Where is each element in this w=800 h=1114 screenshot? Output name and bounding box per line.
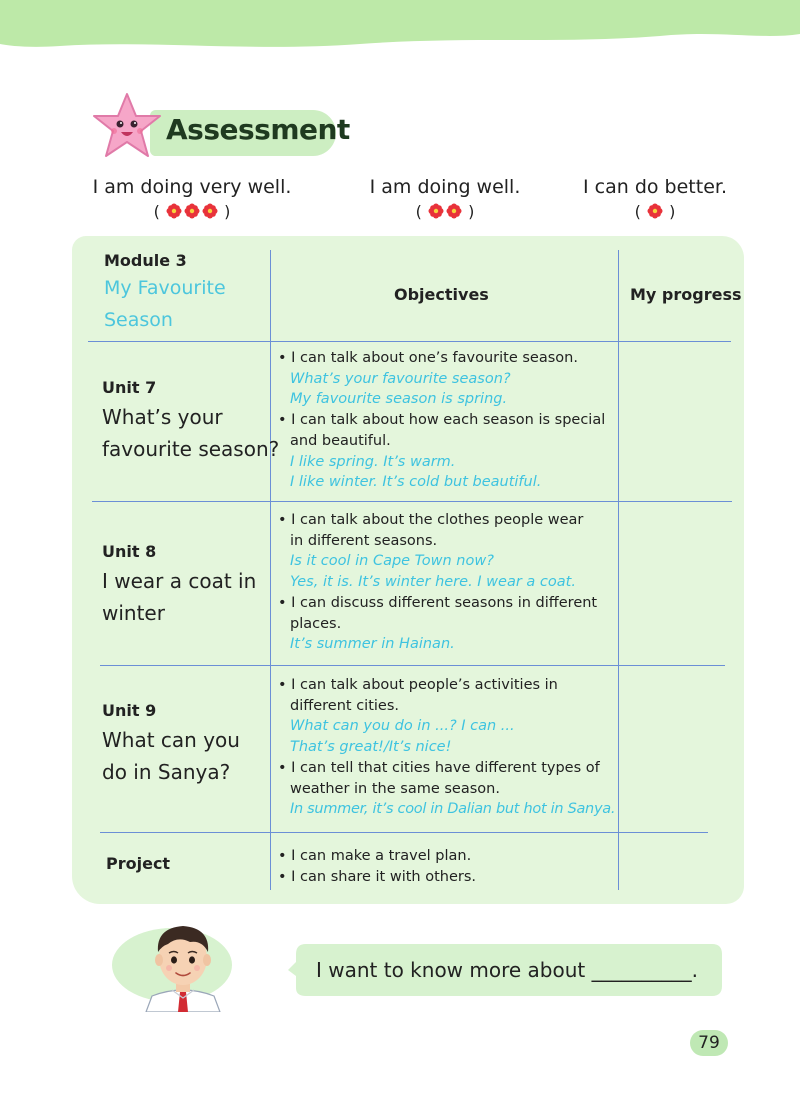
speech-text: I want to know more about __________. (316, 958, 698, 982)
rating-label: I can do better. (583, 176, 727, 198)
unit-8-label (102, 542, 256, 629)
example-sentence: I like spring. It’s warm. (290, 453, 456, 470)
objective-continuation: weather in the same season. (290, 780, 500, 797)
objective: • I can talk about one’s favourite season. (278, 350, 578, 366)
module-label: Module 3 (104, 251, 187, 270)
flower-icon (202, 203, 218, 219)
unit-8-objectives (278, 510, 614, 655)
unit-title-line2: winter (102, 601, 165, 625)
rating-well (362, 176, 528, 221)
flower-icon (184, 203, 200, 219)
unit-title-line2: favourite season? (102, 437, 280, 461)
rating-do-better (580, 176, 730, 221)
page-title: Assessment (166, 113, 350, 146)
table-divider (100, 832, 708, 833)
module-header (104, 251, 226, 336)
unit-number: Unit 7 (102, 378, 157, 397)
example-sentence: What can you do in ...? I can ... (290, 718, 515, 735)
objective: • I can share it with others. (278, 868, 476, 885)
unit-9-objectives (278, 675, 616, 820)
rating-very-well (92, 176, 292, 221)
objective: • I can talk about the clothes people wear (278, 512, 584, 528)
project-label: Project (106, 854, 171, 873)
unit-9-label (102, 701, 240, 788)
unit-7-objectives (278, 348, 614, 493)
objective-continuation: and beautiful. (290, 432, 391, 449)
example-sentence: Is it cool in Cape Town now? (290, 553, 494, 570)
unit-title: What’s your (102, 405, 223, 429)
top-decoration-band (0, 0, 800, 60)
example-sentence: What’s your favourite season? (290, 370, 511, 387)
unit-7-label (102, 378, 279, 465)
unit-title: I wear a coat in (102, 569, 257, 593)
unit-title: What can you (102, 728, 240, 752)
objective: • I can discuss different seasons in different (278, 594, 598, 611)
unit-number: Unit 8 (102, 542, 157, 561)
objective: • I can talk about how each season is special (278, 412, 606, 429)
example-sentence: I like winter. It’s cold but beautiful. (290, 474, 542, 491)
example-sentence: My favourite season is spring. (290, 391, 508, 408)
objective: • I can tell that cities have different types of (278, 759, 600, 776)
rating-flowers: ( ) (634, 202, 676, 221)
table-divider (88, 341, 731, 342)
objective: • I can talk about people’s activities in (278, 677, 558, 693)
module-title: My Favourite (104, 277, 226, 299)
rating-label: I am doing well. (369, 176, 521, 198)
flower-icon (428, 203, 444, 219)
rating-flowers: ( ) (153, 202, 231, 221)
rating-flowers: ( ) (415, 202, 475, 221)
table-divider (92, 501, 732, 502)
page-number: 79 (690, 1030, 728, 1056)
table-divider (270, 250, 271, 890)
module-title-line2: Season (104, 309, 173, 331)
objective-continuation: in different seasons. (290, 532, 438, 549)
flower-icon (446, 203, 462, 219)
objectives-header: Objectives (394, 285, 489, 304)
unit-number: Unit 9 (102, 701, 157, 720)
example-sentence: That’s great!/It’s nice! (290, 739, 452, 756)
objective-continuation: places. (290, 615, 342, 632)
objective-continuation: different cities. (290, 697, 399, 714)
table-divider (100, 665, 725, 666)
flower-icon (166, 203, 182, 219)
objective: • I can make a travel plan. (278, 848, 472, 864)
flower-icon (647, 203, 663, 219)
project-objectives (278, 846, 614, 887)
example-sentence: Yes, it is. It’s winter here. I wear a coat. (290, 574, 576, 591)
unit-title-line2: do in Sanya? (102, 760, 231, 784)
table-divider (618, 250, 619, 890)
star-mascot-icon (90, 90, 164, 164)
rating-label: I am doing very well. (92, 176, 292, 198)
example-sentence: It’s summer in Hainan. (290, 636, 455, 653)
boy-avatar-icon (128, 912, 238, 1012)
progress-header: My progress (630, 285, 742, 304)
example-sentence: In summer, it’s cool in Dalian but hot in Sanya. (290, 801, 616, 818)
